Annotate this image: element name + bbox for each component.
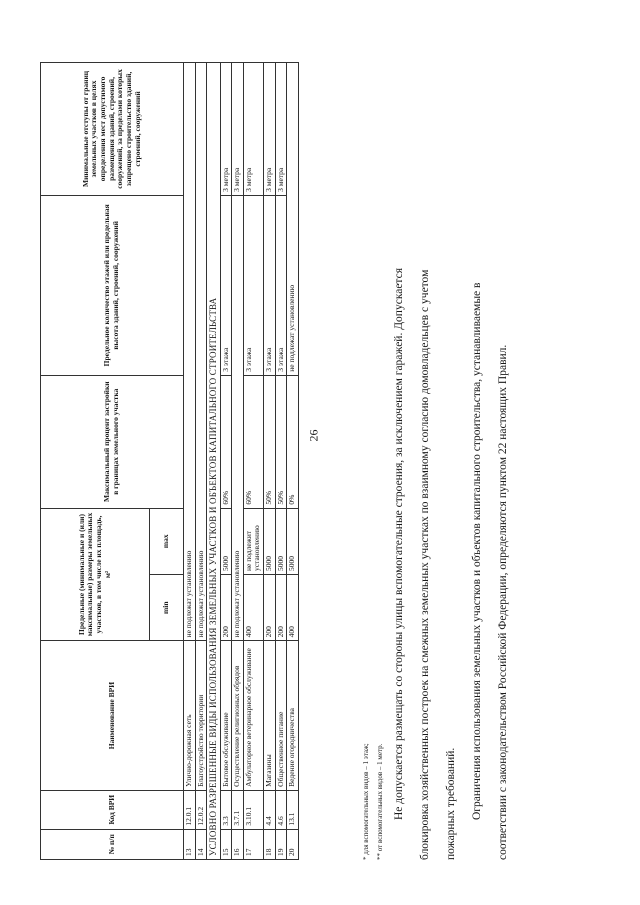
cell-floors: 3 этажа: [275, 195, 287, 375]
table-row: [264, 63, 276, 860]
header-code: Код ВРИ: [41, 790, 184, 829]
cell-min: 200: [220, 575, 232, 641]
cell-no: 20: [287, 829, 299, 859]
cell-floors: 3 этажа: [220, 195, 232, 375]
cell-name: Ведение огородничества: [287, 641, 299, 790]
cell-name: Улично-дорожная сеть: [184, 641, 196, 790]
regulations-table: [40, 62, 299, 860]
cell-no: 15: [220, 829, 232, 859]
cell-min: 400: [287, 575, 299, 641]
cell-indent: 3 метра: [243, 63, 263, 196]
cell-name: Общественное питание: [275, 641, 287, 790]
cell-pct: 0%: [287, 375, 299, 508]
header-name: Наименование ВРИ: [41, 641, 184, 790]
table-row: [275, 63, 287, 860]
header-size-group: Предельные (минимальные и (или) максимальные) размеры земельных участков, в том числе их площадь, м²: [41, 508, 150, 641]
cell-max: 5000: [220, 508, 232, 574]
table-row: [220, 63, 232, 860]
cell-code: 3.10.1: [243, 790, 263, 829]
cell-pct: 60%: [220, 375, 232, 508]
cell-pct: 50%: [264, 375, 276, 508]
cell-span: не подлежат установлению: [184, 63, 196, 641]
cell-no: 19: [275, 829, 287, 859]
cell-indent: 3 метра: [232, 63, 244, 196]
cell-min: 200: [264, 575, 276, 641]
cell-code: 4.4: [264, 790, 276, 829]
cell-indent: 3 метра: [275, 63, 287, 196]
cell-name: Осуществление религиозных обрядов: [232, 641, 244, 790]
cell-no: 16: [232, 829, 244, 859]
cell-name: Бытовое обслуживание: [220, 641, 232, 790]
cell-span: не подлежат установлению: [195, 63, 207, 641]
paragraph-line: пожарных требований.: [445, 747, 457, 860]
table-row: [287, 63, 299, 860]
cell-indent: 3 метра: [220, 63, 232, 196]
cell-no: 17: [243, 829, 263, 859]
header-indent: Минимальные отступы от границ земельных участков в целях определения мест допустимого размещения зданий, строений, сооружений, за пределами которых запрещено строительство зданий, строений, сооружений: [41, 63, 184, 196]
cell-name: Благоустройство территории: [195, 641, 207, 790]
rotated-content: [40, 60, 600, 860]
cell-no: 18: [264, 829, 276, 859]
paragraph-line: Ограничения использования земельных участков и объектов капитального строительства, устанавливаемые в: [471, 282, 483, 820]
cell-span: не подлежат установлению: [232, 195, 244, 641]
footnote: * для вспомогательных видов – 1 этаж;: [362, 743, 370, 860]
cell-code: 12.0.1: [184, 790, 196, 829]
header-max: max: [150, 508, 184, 574]
table-row: [195, 63, 207, 860]
cell-floors: 3 этажа: [243, 195, 263, 375]
cell-indent: 3 метра: [264, 63, 276, 196]
header-min: min: [150, 575, 184, 641]
cell-code: 12.0.2: [195, 790, 207, 829]
cell-max: 5000: [275, 508, 287, 574]
cell-code: 4.6: [275, 790, 287, 829]
cell-max: 5000: [264, 508, 276, 574]
footnote: ** от вспомогательных видов – 1 метр.: [376, 743, 384, 860]
paragraph-line: блокировка хозяйственных построек на смежных земельных участках по взаимному согласию домовладельцев с учетом: [419, 269, 431, 860]
table-row: [232, 63, 244, 860]
header-no: № п/п: [41, 829, 184, 859]
cell-min: 400: [243, 575, 263, 641]
cell-pct: 60%: [243, 375, 263, 508]
section-title: УСЛОВНО РАЗРЕШЕННЫЕ ВИДЫ ИСПОЛЬЗОВАНИЯ ЗЕМЕЛЬНЫХ УЧАСТКОВ И ОБЪЕКТОВ КАПИТАЛЬНОГО СТРОИТЕЛЬСТВА: [207, 63, 220, 860]
table-row: [184, 63, 196, 860]
cell-name: Амбулаторное ветеринарное обслуживание: [243, 641, 263, 790]
cell-min: 200: [275, 575, 287, 641]
paragraph-line: соответствии с законодательством Российской Федерации, определяются пунктом 22 настоящих Правил.: [497, 344, 509, 860]
cell-floors: 3 этажа: [264, 195, 276, 375]
cell-code: 3.7.1: [232, 790, 244, 829]
cell-code: 13.1: [287, 790, 299, 829]
cell-pct: 50%: [275, 375, 287, 508]
paragraph-line: Не допускается размещать со стороны улицы вспомогательные строения, за исключением гаражей. Допускается: [393, 268, 405, 820]
cell-no: 14: [195, 829, 207, 859]
page-number: 26: [306, 429, 321, 442]
cell-max: не подлежит установлению: [243, 508, 263, 574]
cell-max: 5000: [287, 508, 299, 574]
header-floors: Предельное количество этажей или предельная высота зданий, строений, сооружений: [41, 195, 184, 375]
header-pct: Максимальный процент застройки в границах земельного участка: [41, 375, 184, 508]
cell-name: Магазины: [264, 641, 276, 790]
table-row: [243, 63, 263, 860]
cell-code: 3.3: [220, 790, 232, 829]
section-row: [207, 63, 220, 860]
cell-no: 13: [184, 829, 196, 859]
cell-span: не подлежат установлению: [287, 63, 299, 376]
